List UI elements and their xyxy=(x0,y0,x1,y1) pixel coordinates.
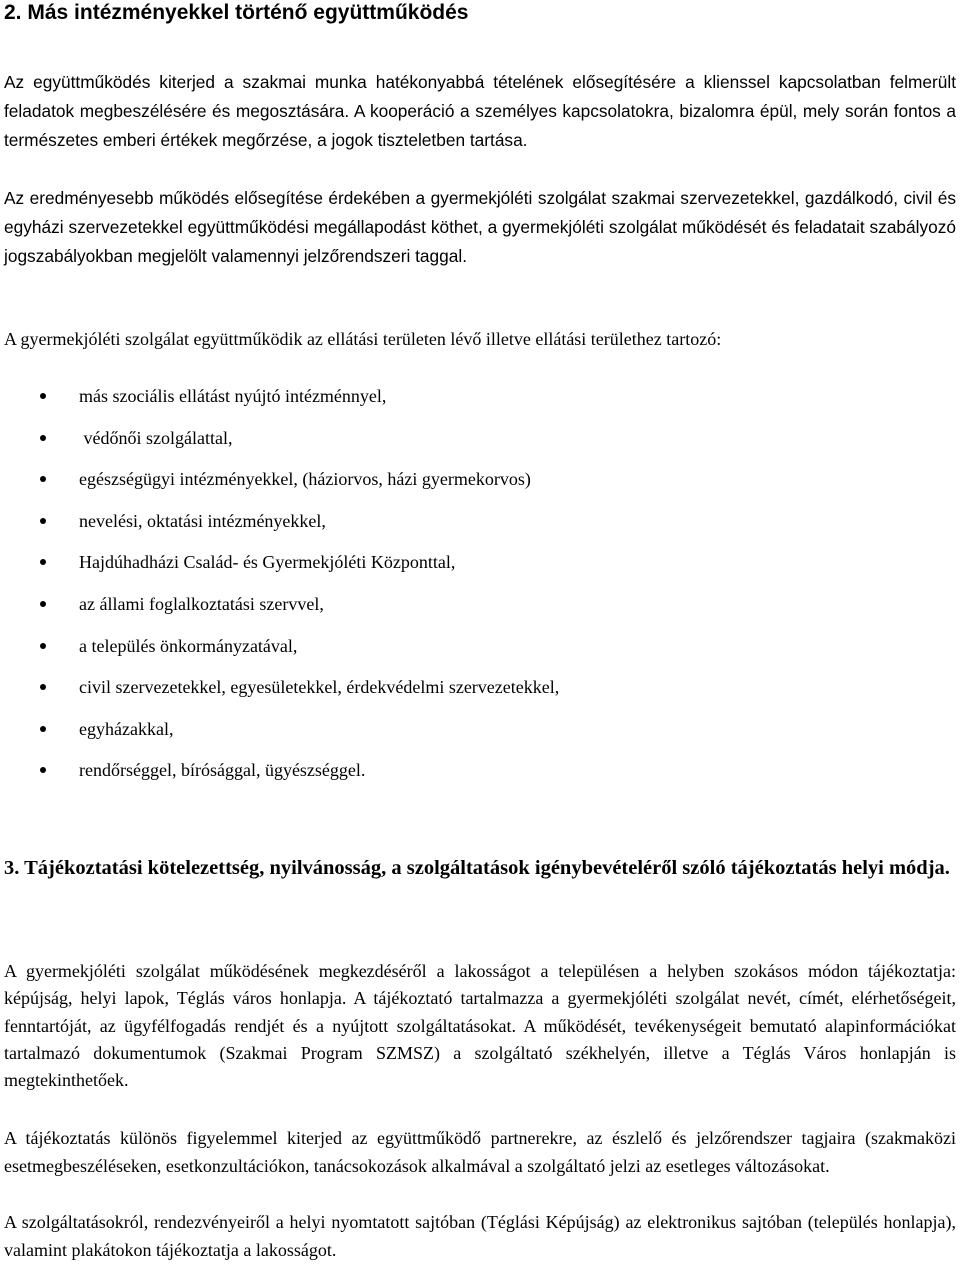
partner-bullet-list xyxy=(0,381,960,797)
list-item-text: Hajdúhadházi Család- és Gyermekjóléti Központtal, xyxy=(79,552,456,573)
list-item xyxy=(0,423,960,465)
bullet-icon xyxy=(40,726,46,732)
list-item-text: az állami foglalkoztatási szervvel, xyxy=(79,593,324,614)
list-item-text: civil szervezetekkel, egyesületekkel, érdekvédelmi szervezetekkel, xyxy=(79,677,560,698)
list-item xyxy=(0,589,960,631)
bullet-icon xyxy=(40,559,46,565)
list-item-text: nevelési, oktatási intézményekkel, xyxy=(79,510,326,531)
bullet-icon xyxy=(40,518,46,524)
bullet-icon xyxy=(40,684,46,690)
bullet-icon xyxy=(40,476,46,482)
list-item-text: egyházakkal, xyxy=(79,718,174,739)
bullet-icon xyxy=(40,643,46,649)
list-item xyxy=(0,464,960,506)
list-item xyxy=(0,381,960,423)
list-item-text: egészségügyi intézményekkel, (háziorvos, házi gyermekorvos) xyxy=(79,469,531,490)
list-item xyxy=(0,506,960,548)
section-2-paragraph-2: Az eredményesebb működés elősegítése érdekében a gyermekjóléti szolgálat szakmai szervezetekkel, gazdálkodó, civil és egyházi szervezetekkel együttműködési megállapodást köthet, a gyermekjóléti szolgálat működését és feladatait szabályozó jogszabályokban megjelölt valamennyi jelzőrendszeri taggal. xyxy=(4,188,956,266)
list-item-text: védőnői szolgálattal, xyxy=(79,427,233,448)
section-3-paragraph-1: A gyermekjóléti szolgálat működésének megkezdéséről a lakosságot a településen a helyben szokásos módon tájékoztatja: képújság, helyi lapok, Téglás város honlapja. A tájékoztató tartalmazza a gyermekjóléti szolgálat nevét, címét, elérhetőségeit, fenntartóját, az ügyfélfogadás rendjét és a nyújtott szolgáltatásokat. A működését, tevékenységeit bemutató alapinformációkat tartalmazó dokumentumok (Szakmai Program SZMSZ) a szolgáltató székhelyén, illetve a Téglás Város honlapján is megtekinthetőek. xyxy=(4,961,956,1091)
list-item-text: rendőrséggel, bírósággal, ügyészséggel. xyxy=(79,760,366,781)
bullet-icon xyxy=(40,601,46,607)
list-item-text: más szociális ellátást nyújtó intézménnyel, xyxy=(79,386,387,406)
section-3-heading: 3. Tájékoztatási kötelezettség, nyilvánosság, a szolgáltatások igénybevételéről szóló tájékoztatás helyi módja. xyxy=(4,857,950,879)
bullet-icon xyxy=(40,393,46,399)
section-3-paragraph-2: A tájékoztatás különös figyelemmel kiterjed az együttműködő partnerekre, az észlelő és jelzőrendszer tagjaira (szakmaközi esetmegbeszéléseken, esetkonzultációkon, tanácsokozások alkalmával a szolgáltató jelzi az esetleges változásokat. xyxy=(4,1128,956,1176)
list-item xyxy=(0,714,960,756)
list-item xyxy=(0,547,960,589)
bullet-icon xyxy=(40,767,46,773)
section-2-heading: 2. Más intézményekkel történő együttműködés xyxy=(4,1,469,24)
list-item xyxy=(0,672,960,714)
section-2-paragraph-1: Az együttműködés kiterjed a szakmai munka hatékonyabbá tételének elősegítésére a klienssel kapcsolatban felmerült feladatok megbeszélésére és megosztására. A kooperáció a személyes kapcsolatokra, bizalomra épül, mely során fontos a természetes emberi értékek megőrzése, a jogok tiszteletben tartása. xyxy=(4,72,956,150)
list-item-text: a település önkormányzatával, xyxy=(79,635,298,656)
bullet-icon xyxy=(40,435,46,441)
section-3-paragraph-3: A szolgáltatásokról, rendezvényeiről a helyi nyomtatott sajtóban (Téglási Képújság) az elektronikus sajtóban (település honlapja), valamint plakátokon tájékoztatja a lakosságot. xyxy=(4,1212,956,1260)
section-2-paragraph-3: A gyermekjóléti szolgálat együttműködik az ellátási területen lévő illetve ellátási területhez tartozó: xyxy=(4,329,722,349)
list-item xyxy=(0,755,960,797)
list-item xyxy=(0,631,960,673)
